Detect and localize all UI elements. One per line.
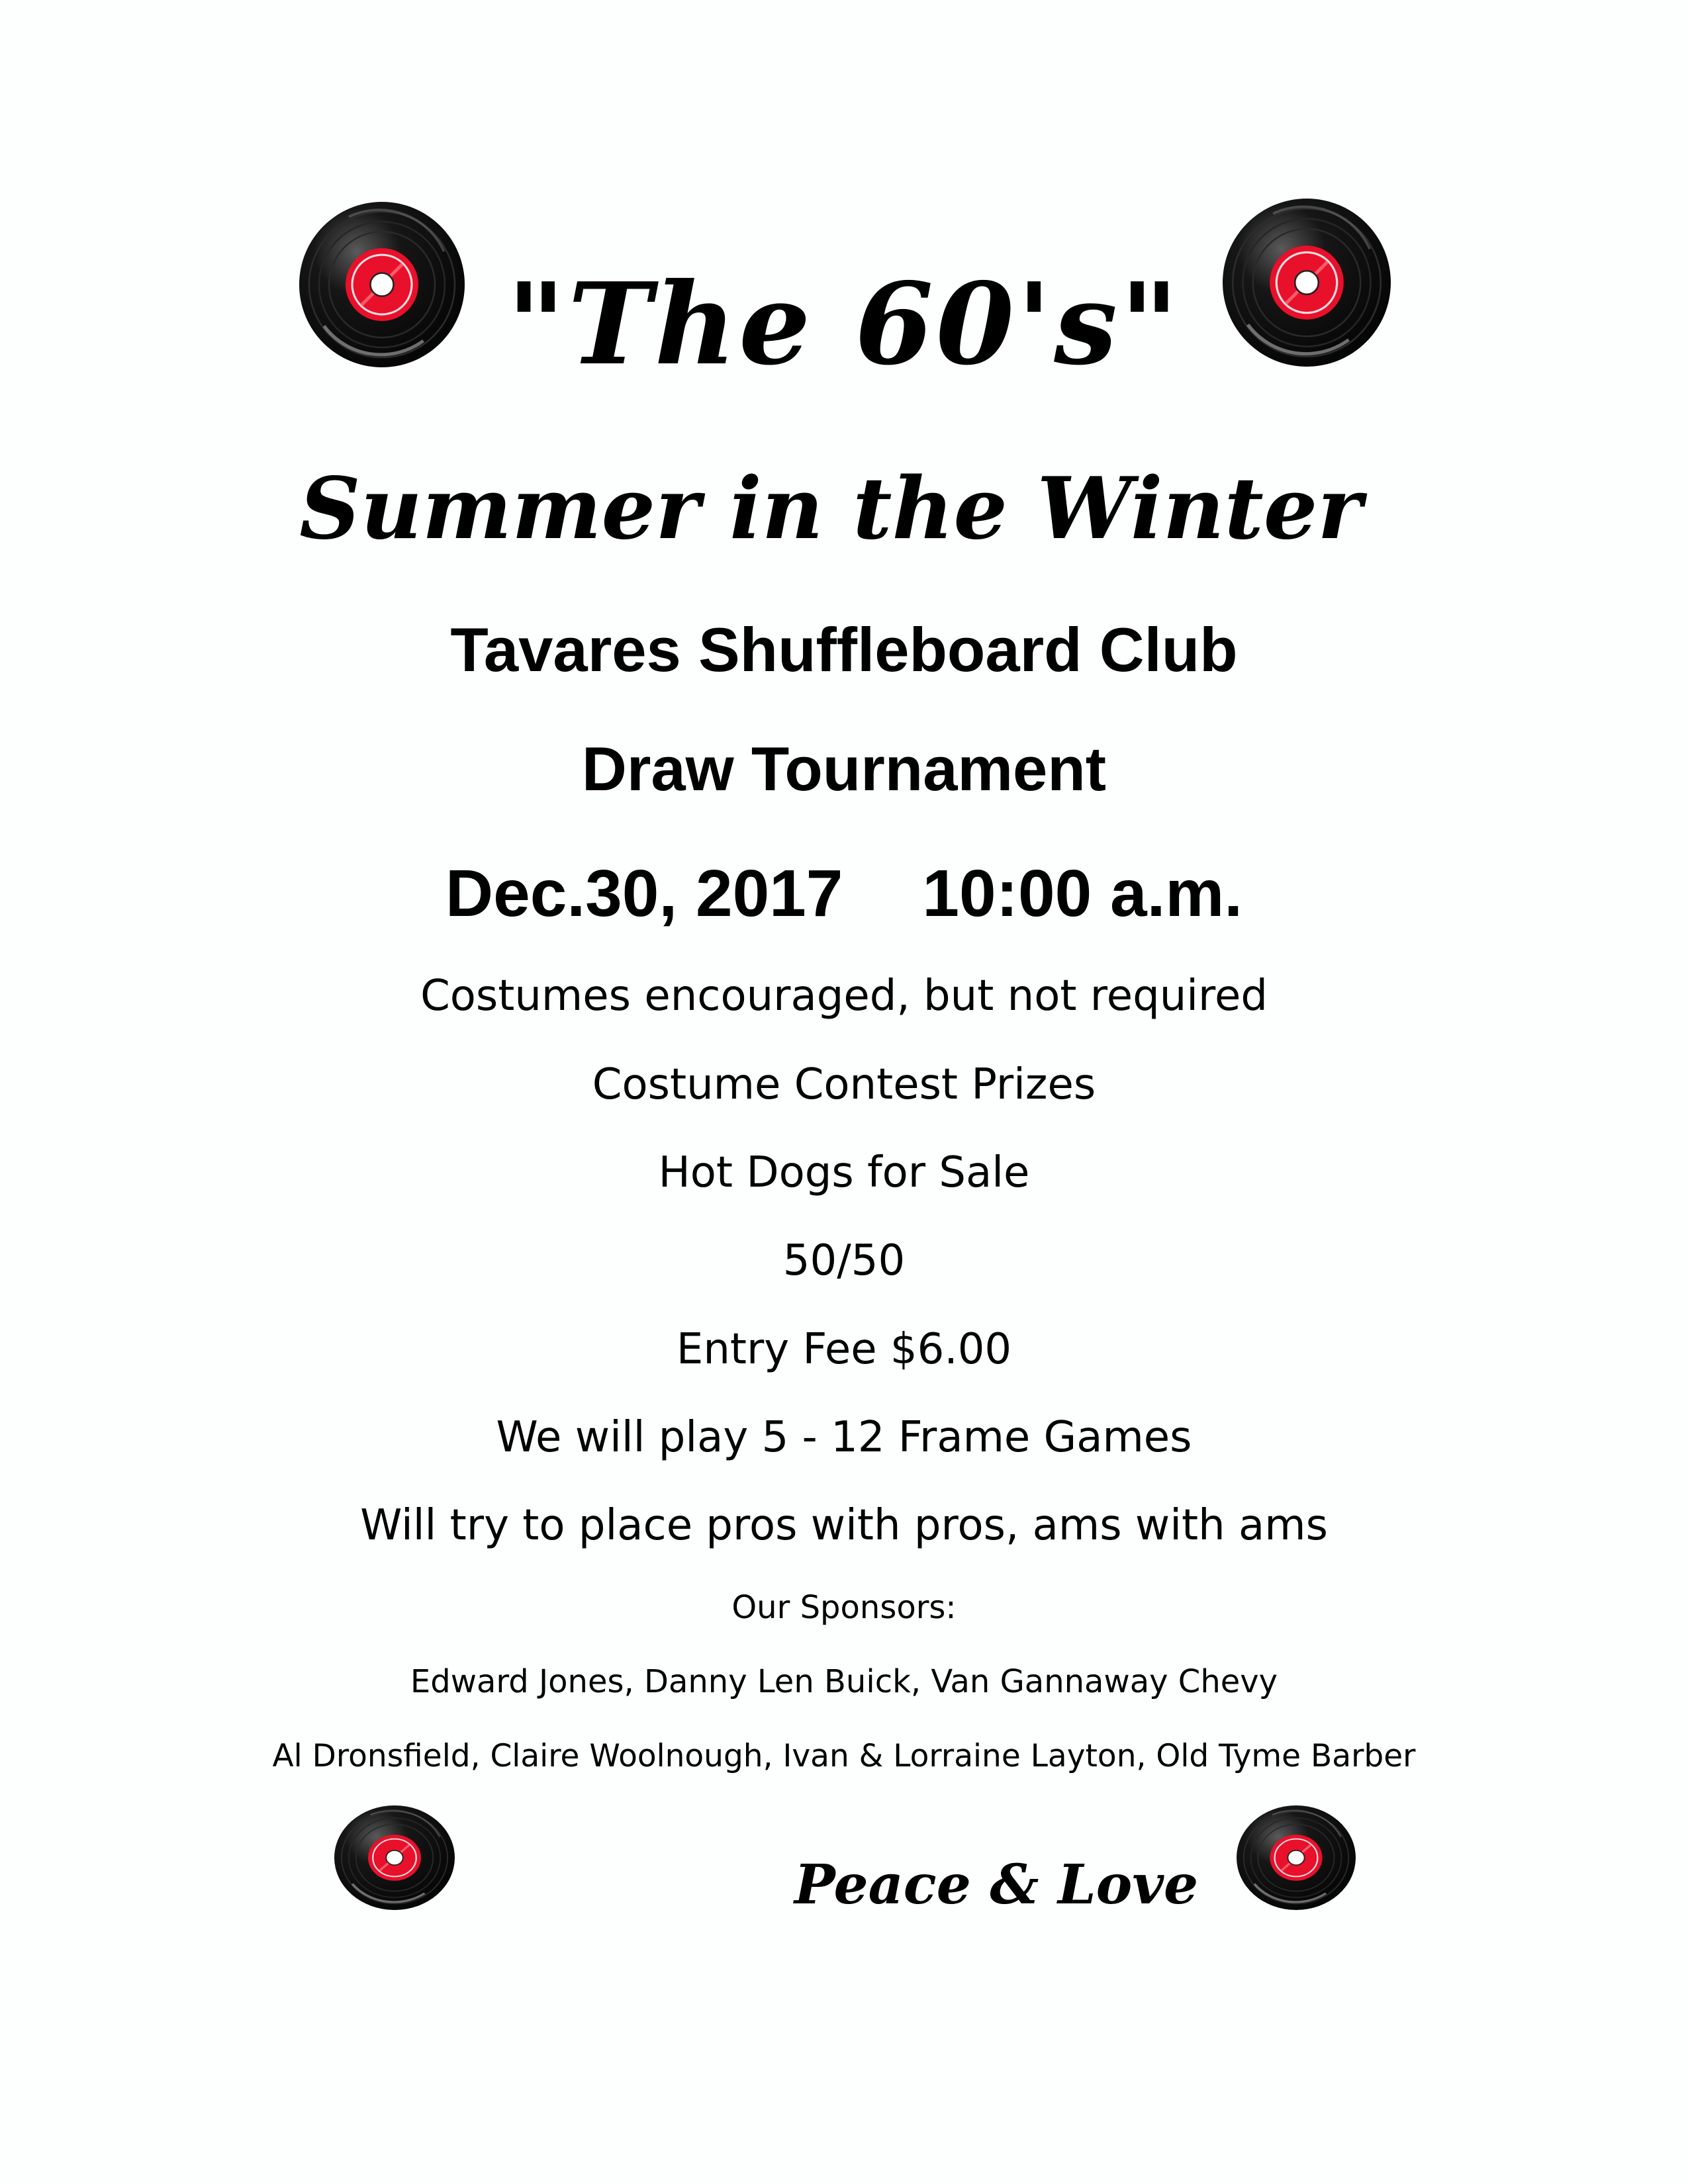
club-name: Tavares Shuffleboard Club [450,615,1238,684]
event-date: Dec.30, 2017 [445,856,843,931]
sponsors-line-2: Al Dronsfield, Claire Woolnough, Ivan & Lorraine Layton, Old Tyme Barber [272,1738,1416,1774]
event-name: Draw Tournament [581,734,1107,803]
detail-entry-fee: Entry Fee $6.00 [676,1325,1012,1374]
sponsors-heading: Our Sponsors: [731,1589,957,1626]
detail-placement: Will try to place pros with pros, ams with ams [360,1501,1328,1550]
vinyl-record-icon [334,1805,455,1910]
vinyl-record-icon [1237,1805,1356,1910]
flyer-subtitle: Summer in the Winter [299,459,1362,559]
detail-hot-dogs: Hot Dogs for Sale [658,1148,1030,1197]
sponsors-line-1: Edward Jones, Danny Len Buick, Van Gannaway Chevy [410,1663,1278,1700]
detail-contest: Costume Contest Prizes [592,1060,1096,1109]
closing-text: Peace & Love [794,1853,1199,1917]
flyer-title: "The 60's" [506,258,1182,390]
detail-fifty-fifty: 50/50 [782,1236,906,1285]
event-datetime [0,856,1688,931]
event-time: 10:00 a.m. [922,856,1243,931]
detail-games: We will play 5 - 12 Frame Games [496,1413,1192,1462]
detail-costumes: Costumes encouraged, but not required [420,972,1268,1021]
